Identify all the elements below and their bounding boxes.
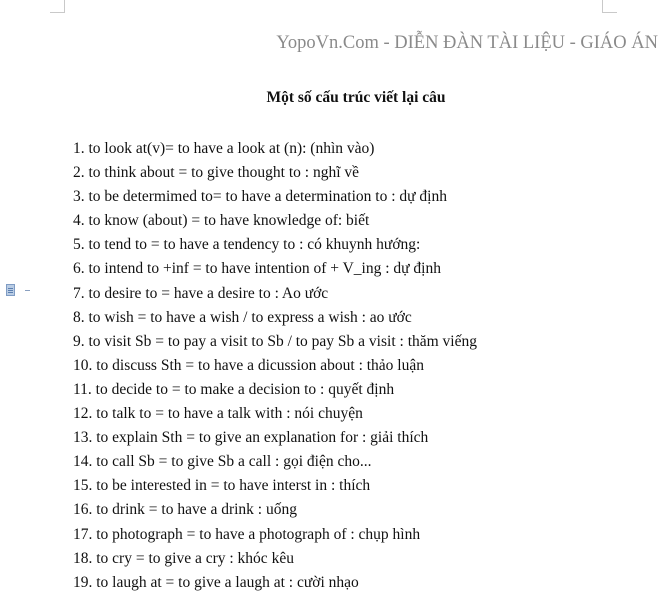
- list-item: 7. to desire to = have a desire to : Ao ước: [73, 284, 329, 302]
- list-item: 1. to look at(v)= to have a look at (n): (nhìn vào): [73, 140, 375, 157]
- list-item: 18. to cry = to give a cry : khóc kêu: [73, 549, 294, 567]
- list-item: 2. to think about = to give thought to : nghĩ về: [73, 164, 360, 182]
- document-note-icon[interactable]: [6, 284, 32, 298]
- list-item: 17. to photograph = to have a photograph of : chụp hình: [73, 525, 421, 543]
- list-item: 10. to discuss Sth = to have a dicussion about : thảo luận: [73, 356, 424, 374]
- list-item: 13. to explain Sth = to give an explanation for : giải thích: [73, 429, 429, 447]
- list-item: 19. to laugh at = to give a laugh at : cười nhạo: [73, 573, 359, 591]
- list-item: 6. to intend to +inf = to have intention of + V_ing : dự định: [73, 260, 441, 278]
- page-header: YopoVn.Com - DIỄN ĐÀN TÀI LIỆU - GIÁO ÁN: [276, 33, 658, 53]
- list-item: 9. to visit Sb = to pay a visit to Sb / to pay Sb a visit : thăm viếng: [73, 332, 477, 350]
- list-item: 16. to drink = to have a drink : uống: [73, 501, 297, 519]
- list-item: 11. to decide to = to make a decision to : quyết định: [73, 380, 395, 398]
- top-left-margin-mark: [50, 0, 65, 13]
- list-item: 3. to be determimed to= to have a determination to : dự định: [73, 188, 447, 206]
- list-item: 14. to call Sb = to give Sb a call : gọi điện cho...: [73, 453, 372, 471]
- top-right-margin-mark: [602, 0, 617, 13]
- structure-list: [73, 137, 477, 595]
- list-item: 5. to tend to = to have a tendency to : có khuynh hướng:: [73, 236, 421, 254]
- list-item: 15. to be interested in = to have interst in : thích: [73, 477, 371, 495]
- list-item: 12. to talk to = to have a talk with : nói chuyện: [73, 405, 363, 423]
- list-item: 8. to wish = to have a wish / to express a wish : ao ước: [73, 308, 412, 326]
- document-title: Một số cấu trúc viết lại câu: [266, 89, 446, 106]
- list-item: 4. to know (about) = to have knowledge of: biết: [73, 212, 370, 230]
